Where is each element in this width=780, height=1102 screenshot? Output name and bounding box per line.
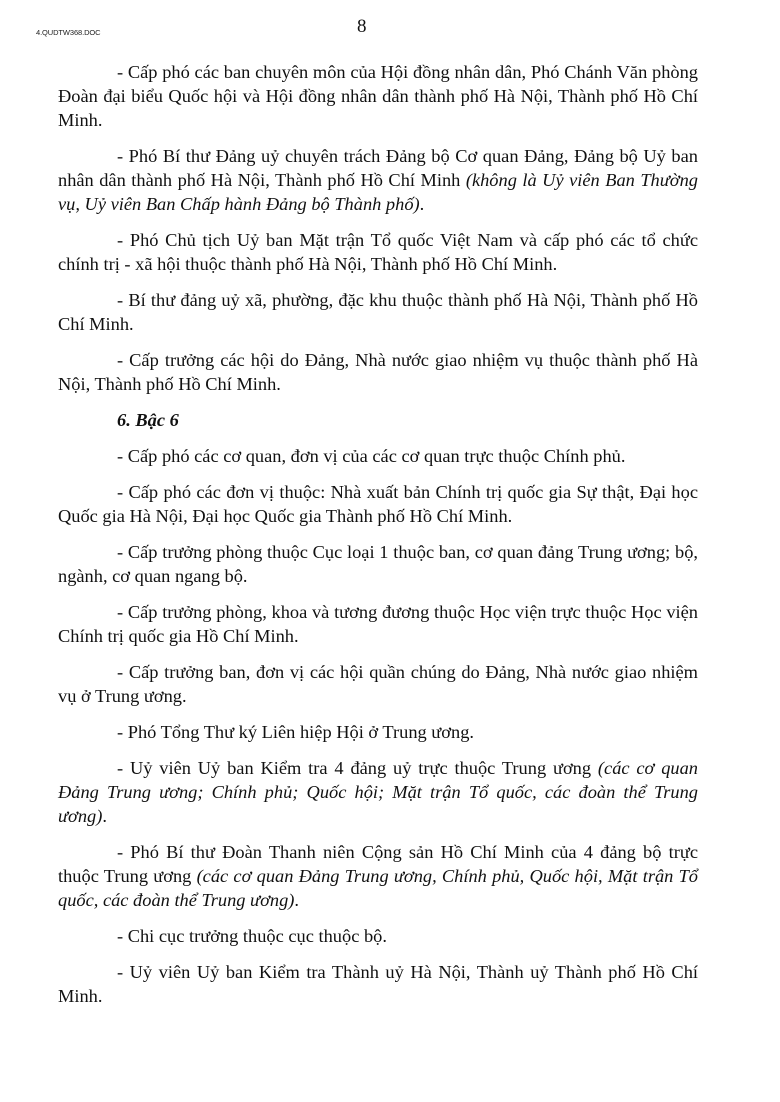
section-heading: 6. Bậc 6 [117,410,179,430]
document-body [58,60,698,1020]
paragraph: - Cấp phó các ban chuyên môn của Hội đồng nhân dân, Phó Chánh Văn phòng Đoàn đại biểu Quốc hội và Hội đồng nhân dân thành phố Hà Nội, Thành phố Hồ Chí Minh. [58,62,698,130]
paragraph: - Phó Chủ tịch Uỷ ban Mặt trận Tổ quốc Việt Nam và cấp phó các tổ chức chính trị - xã hội thuộc thành phố Hà Nội, Thành phố Hồ Chí Minh. [58,230,698,274]
paragraph: - Cấp trưởng phòng thuộc Cục loại 1 thuộc ban, cơ quan đảng Trung ương; bộ, ngành, cơ quan ngang bộ. [58,542,698,586]
paragraph: - Cấp trưởng phòng, khoa và tương đương thuộc Học viện trực thuộc Học viện Chính trị quốc gia Hồ Chí Minh. [58,602,698,646]
paragraph: - Phó Bí thư Đảng uỷ chuyên trách Đảng bộ Cơ quan Đảng, Đảng bộ Uỷ ban nhân dân thành phố Hà Nội, Thành phố Hồ Chí Minh (không là Uỷ viên Ban Thường vụ, Uỷ viên Ban Chấp hành Đảng bộ Thành phố). [58,146,698,214]
paragraph-italic-note: (các cơ quan Đảng Trung ương; Chính phủ; Quốc hội; Mặt trận Tổ quốc, các đoàn thể Trung ương) [58,758,698,826]
paragraph: - Phó Bí thư Đoàn Thanh niên Cộng sản Hồ Chí Minh của 4 đảng bộ trực thuộc Trung ương (các cơ quan Đảng Trung ương, Chính phủ, Quốc hội, Mặt trận Tổ quốc, các đoàn thể Trung ương). [58,842,699,910]
paragraph-italic-note: (các cơ quan Đảng Trung ương, Chính phủ, Quốc hội, Mặt trận Tổ quốc, các đoàn thể Trung ương) [58,866,699,910]
paragraph: - Uỷ viên Uỷ ban Kiểm tra 4 đảng uỷ trực thuộc Trung ương (các cơ quan Đảng Trung ương; Chính phủ; Quốc hội; Mặt trận Tổ quốc, các đoàn thể Trung ương). [58,758,698,826]
paragraph: - Cấp trưởng các hội do Đảng, Nhà nước giao nhiệm vụ thuộc thành phố Hà Nội, Thành phố Hồ Chí Minh. [58,350,698,394]
paragraph: - Cấp trưởng ban, đơn vị các hội quần chúng do Đảng, Nhà nước giao nhiệm vụ ở Trung ương. [58,662,698,706]
paragraph: - Chi cục trưởng thuộc cục thuộc bộ. [117,926,387,946]
paragraph: - Uỷ viên Uỷ ban Kiểm tra Thành uỷ Hà Nội, Thành uỷ Thành phố Hồ Chí Minh. [58,962,698,1006]
page-number: 8 [357,16,367,37]
paragraph-italic-note: (không là Uỷ viên Ban Thường vụ, Uỷ viên Ban Chấp hành Đảng bộ Thành phố) [58,170,698,214]
document-filename: 4.QUDTW368.DOC [36,28,101,37]
paragraph: - Bí thư đảng uỷ xã, phường, đặc khu thuộc thành phố Hà Nội, Thành phố Hồ Chí Minh. [58,290,698,334]
paragraph: - Cấp phó các đơn vị thuộc: Nhà xuất bản Chính trị quốc gia Sự thật, Đại học Quốc gia Hà Nội, Đại học Quốc gia Thành phố Hồ Chí Minh. [58,482,698,526]
paragraph: - Phó Tổng Thư ký Liên hiệp Hội ở Trung ương. [117,722,474,742]
paragraph: - Cấp phó các cơ quan, đơn vị của các cơ quan trực thuộc Chính phủ. [117,446,626,466]
